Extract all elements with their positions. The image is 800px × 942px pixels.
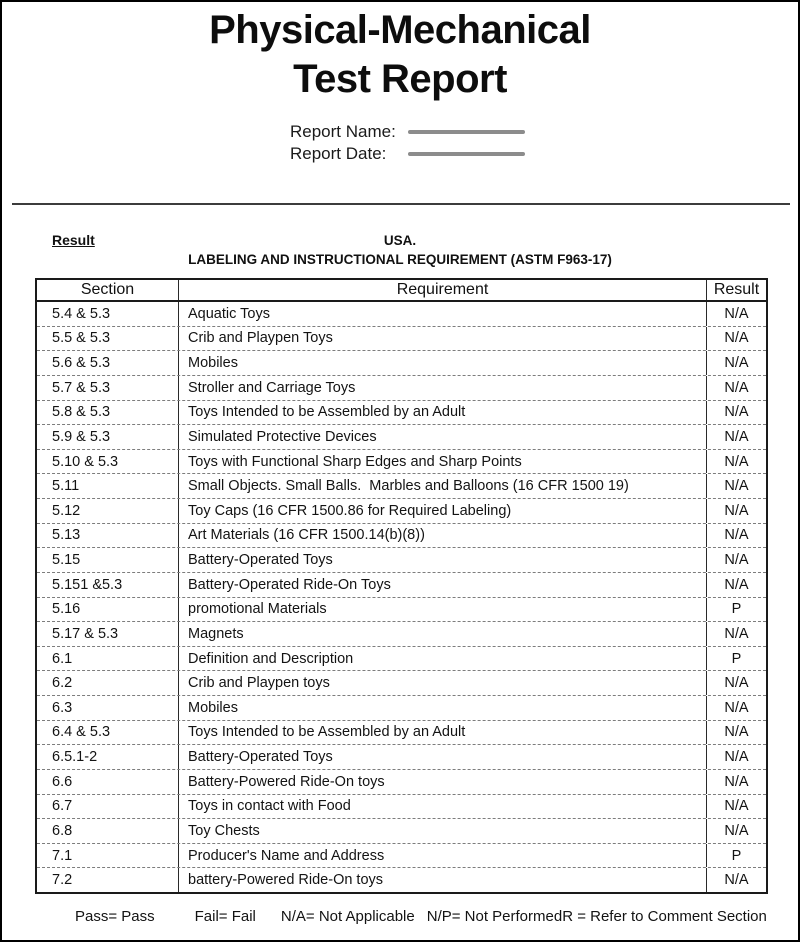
table-row: [37, 548, 766, 573]
section-cell: 5.13: [37, 524, 179, 548]
result-cell: N/A: [724, 749, 749, 766]
result-cell: N/A: [724, 675, 749, 692]
section-cell: 5.6 & 5.3: [37, 351, 179, 375]
country-label: USA.: [383, 233, 417, 248]
column-header-section: Section: [37, 280, 179, 300]
result-column-note: Result: [52, 232, 95, 248]
table-row: [37, 795, 766, 820]
table-row: [37, 647, 766, 672]
legend-item: N/A= Not Applicable: [280, 908, 415, 925]
result-cell: N/A: [724, 798, 749, 815]
page-title-line2: Test Report: [293, 57, 507, 101]
result-cell: P: [731, 650, 742, 667]
section-cell: 5.7 & 5.3: [37, 376, 179, 400]
requirement-cell: Definition and Description: [179, 647, 707, 671]
result-cell: N/A: [724, 502, 749, 519]
table-row: [37, 524, 766, 549]
report-date-label: Report Date:: [290, 144, 387, 163]
section-cell: 5.17 & 5.3: [37, 622, 179, 646]
table-row: [37, 745, 766, 770]
section-cell: 6.8: [37, 819, 179, 843]
result-cell: N/A: [724, 699, 749, 716]
section-cell: 5.15: [37, 548, 179, 572]
result-cell: N/A: [724, 404, 749, 421]
result-cell: N/A: [724, 552, 749, 569]
report-date-row: [290, 143, 525, 165]
report-meta: [290, 121, 525, 165]
horizontal-divider: [12, 203, 790, 205]
result-cell: N/A: [724, 576, 749, 593]
page-title: [2, 6, 798, 104]
legend-item: R = Refer to Comment Section: [562, 908, 767, 925]
requirement-cell: Mobiles: [179, 351, 707, 375]
table-row: [37, 401, 766, 426]
legend-item: N/P= Not Performed: [426, 908, 563, 925]
section-cell: 5.12: [37, 499, 179, 523]
table-row: [37, 721, 766, 746]
requirement-cell: Toys Intended to be Assembled by an Adult: [179, 401, 707, 425]
result-cell: N/A: [724, 822, 749, 839]
requirement-cell: Mobiles: [179, 696, 707, 720]
requirement-cell: Art Materials (16 CFR 1500.14(b)(8)): [179, 524, 707, 548]
result-cell: N/A: [724, 355, 749, 372]
result-cell: N/A: [724, 330, 749, 347]
requirement-cell: Toys Intended to be Assembled by an Adult: [179, 721, 707, 745]
requirement-cell: Crib and Playpen Toys: [179, 327, 707, 351]
result-cell: N/A: [724, 379, 749, 396]
requirements-table: [35, 278, 768, 894]
table-row: [37, 622, 766, 647]
standard-subtitle: LABELING AND INSTRUCTIONAL REQUIREMENT (ASTM F963-17): [188, 252, 612, 267]
column-header-result: Result: [713, 281, 760, 298]
column-header-requirement: Requirement: [179, 280, 707, 300]
result-cell: N/A: [724, 872, 749, 889]
section-cell: 6.2: [37, 671, 179, 695]
table-row: [37, 696, 766, 721]
result-cell: N/A: [724, 625, 749, 642]
result-cell: N/A: [724, 527, 749, 544]
table-row: [37, 573, 766, 598]
section-cell: 5.5 & 5.3: [37, 327, 179, 351]
report-date-fill-line: [408, 152, 525, 156]
section-cell: 6.5.1-2: [37, 745, 179, 769]
requirement-cell: Stroller and Carriage Toys: [179, 376, 707, 400]
section-cell: 6.6: [37, 770, 179, 794]
section-cell: 6.1: [37, 647, 179, 671]
requirement-cell: Battery-Operated Ride-On Toys: [179, 573, 707, 597]
legend-item: Fail= Fail: [194, 908, 256, 925]
report-name-row: [290, 121, 525, 143]
requirement-cell: Battery-Powered Ride-On toys: [179, 770, 707, 794]
table-row: [37, 868, 766, 892]
section-cell: 5.8 & 5.3: [37, 401, 179, 425]
result-cell: N/A: [724, 773, 749, 790]
result-cell: N/A: [724, 724, 749, 741]
section-cell: 6.7: [37, 795, 179, 819]
table-body: [37, 302, 766, 892]
result-cell: N/A: [724, 453, 749, 470]
table-row: [37, 770, 766, 795]
requirement-cell: Toys with Functional Sharp Edges and Sharp Points: [179, 450, 707, 474]
result-cell: P: [731, 601, 742, 618]
section-cell: 5.16: [37, 598, 179, 622]
requirement-cell: battery-Powered Ride-On toys: [179, 868, 707, 892]
result-cell: N/A: [724, 428, 749, 445]
section-cell: 7.1: [37, 844, 179, 868]
requirement-cell: Magnets: [179, 622, 707, 646]
result-cell: N/A: [724, 478, 749, 495]
section-cell: 6.4 & 5.3: [37, 721, 179, 745]
requirement-cell: Small Objects. Small Balls. Marbles and Balloons (16 CFR 1500 19): [179, 474, 707, 498]
requirement-cell: Toy Chests: [179, 819, 707, 843]
table-row: [37, 425, 766, 450]
report-name-label: Report Name:: [290, 122, 396, 141]
requirement-cell: Battery-Operated Toys: [179, 548, 707, 572]
table-header-row: [37, 280, 766, 302]
requirement-cell: Battery-Operated Toys: [179, 745, 707, 769]
table-row: [37, 671, 766, 696]
requirement-cell: Producer's Name and Address: [179, 844, 707, 868]
table-row: [37, 598, 766, 623]
legend-item: Pass= Pass: [75, 908, 155, 925]
section-cell: 7.2: [37, 868, 179, 892]
section-cell: 5.151 &5.3: [37, 573, 179, 597]
table-row: [37, 351, 766, 376]
page-title-line1: Physical-Mechanical: [209, 8, 591, 52]
table-row: [37, 376, 766, 401]
standard-heading: [2, 231, 798, 269]
section-cell: 5.4 & 5.3: [37, 302, 179, 326]
requirement-cell: Toys in contact with Food: [179, 795, 707, 819]
requirement-cell: Aquatic Toys: [179, 302, 707, 326]
section-cell: 6.3: [37, 696, 179, 720]
requirement-cell: Toy Caps (16 CFR 1500.86 for Required Labeling): [179, 499, 707, 523]
result-legend: [35, 908, 791, 925]
table-row: [37, 474, 766, 499]
table-row: [37, 844, 766, 869]
requirement-cell: Crib and Playpen toys: [179, 671, 707, 695]
report-name-fill-line: [408, 130, 525, 134]
section-cell: 5.11: [37, 474, 179, 498]
requirement-cell: Simulated Protective Devices: [179, 425, 707, 449]
section-cell: 5.9 & 5.3: [37, 425, 179, 449]
requirement-cell: promotional Materials: [179, 598, 707, 622]
result-cell: P: [731, 847, 742, 864]
section-cell: 5.10 & 5.3: [37, 450, 179, 474]
table-row: [37, 302, 766, 327]
table-row: [37, 819, 766, 844]
table-row: [37, 499, 766, 524]
table-row: [37, 450, 766, 475]
result-cell: N/A: [724, 305, 749, 322]
table-row: [37, 327, 766, 352]
